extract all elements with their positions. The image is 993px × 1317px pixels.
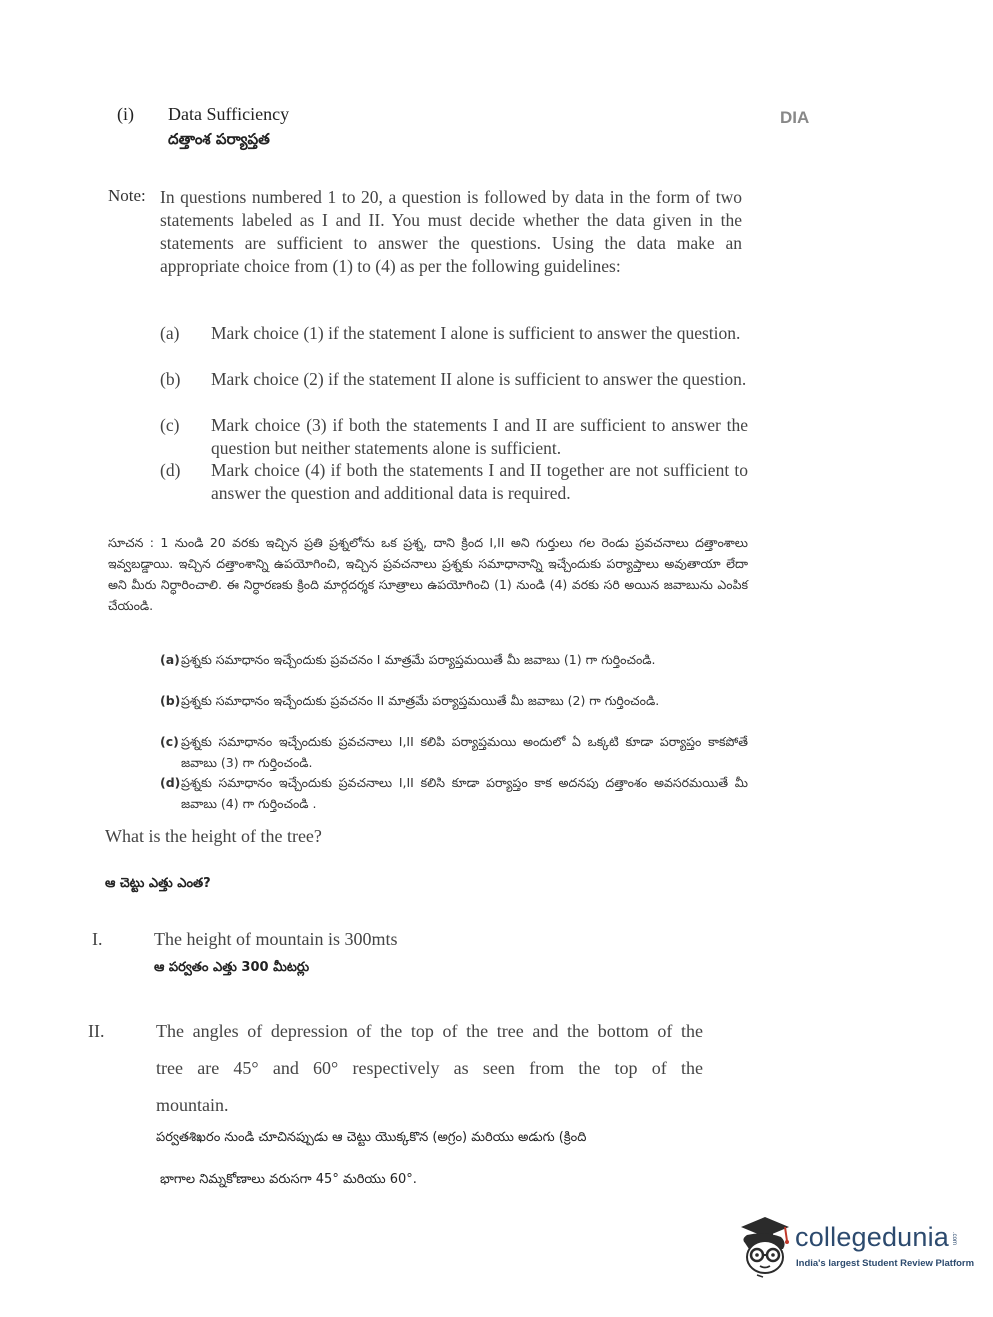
- guideline-text: Mark choice (3) if both the statements I and II are sufficient to answer the question but neither statements alone is sufficient.: [211, 415, 748, 458]
- statement-2-line-3: mountain.: [156, 1095, 229, 1115]
- statement-2-line-1: The angles of depression of the top of the tree and the bottom of the: [156, 1021, 703, 1041]
- guideline-label: (c): [160, 415, 180, 435]
- statement-1-text-telugu: ఆ పర్వతం ఎత్తు 300 మీటర్లు: [154, 960, 310, 975]
- guideline-a: [160, 322, 748, 368]
- guideline-label: (d): [160, 460, 181, 480]
- section-title-telugu: దత్తాంశ పర్యాప్తత: [168, 130, 270, 148]
- brand-suffix: .com: [951, 1232, 957, 1246]
- guideline-b: [160, 368, 748, 414]
- statement-1-label: I.: [92, 929, 103, 949]
- guideline-d: [160, 459, 748, 505]
- guideline-c: [160, 414, 748, 460]
- statement-2-line-2: tree are 45° and 60° respectively as seen from the top of the: [156, 1058, 703, 1078]
- guideline-label: (a): [160, 323, 180, 343]
- guideline-telugu-a: [160, 650, 748, 691]
- guideline-text: ప్రశ్నకు సమాధానం ఇచ్చేందుకు ప్రవచనాలు I,II కలిపి పర్యాప్తమయి అందులో ఏ ఒక్కటి కూడా పర్యాప్తం కాకపోతే జవాబు (3) గా గుర్తించండి.: [181, 734, 748, 770]
- guideline-telugu-c: [160, 732, 748, 773]
- section-number: (i): [117, 104, 134, 124]
- note-text: In questions numbered 1 to 20, a question is followed by data in the form of two statements labeled as I and II. You must decide whether the data given in the statements are sufficient to answer the questions. Using the data make an appropriate choice from (1) to (4) as per the following guidelines:: [160, 187, 742, 276]
- guideline-telugu-d: [160, 773, 748, 814]
- guideline-label: (a): [160, 652, 180, 667]
- guideline-text: Mark choice (4) if both the statements I and II together are not sufficient to answer the question and additional data is required.: [211, 460, 748, 503]
- guideline-label: (d): [160, 775, 181, 790]
- section-code: DIA: [780, 108, 810, 127]
- statement-1-text: The height of mountain is 300mts: [154, 929, 398, 949]
- guideline-label: (b): [160, 693, 181, 708]
- note-text-telugu: సూచన : 1 నుండి 20 వరకు ఇచ్చిన ప్రతి ప్రశ్నలోను ఒక ప్రశ్న, దాని క్రింద I,II అని గుర్తులు గల రెండు ప్రవచనాలు దత్తాంశాలు ఇవ్వబడ్డాయి. ఇచ్చిన దత్తాంశాన్ని ఉపయోగించి, ఇచ్చిన ప్రవచనాలు ప్రశ్నకు సమాధానాన్ని ఇచ్చేందుకు పర్యాప్తాలు అవుతాయా లేదా అని మీరు నిర్ధారించాలి. ఈ నిర్ధారణకు క్రింది మార్గదర్శక సూత్రాలు ఉపయోగించి (1) నుండి (4) వరకు సరి అయిన జవాబును ఎంపిక చేయండి.: [108, 535, 748, 613]
- statement-2-label: II.: [88, 1021, 105, 1041]
- guideline-text: ప్రశ్నకు సమాధానం ఇచ్చేందుకు ప్రవచనం II మాత్రమే పర్యాప్తమయితే మీ జవాబు (2) గా గుర్తించండి.: [181, 693, 660, 708]
- guideline-text: Mark choice (2) if the statement II alone is sufficient to answer the question.: [211, 369, 747, 389]
- guideline-telugu-b: [160, 691, 748, 732]
- guideline-text: ప్రశ్నకు సమాధానం ఇచ్చేందుకు ప్రవచనాలు I,II కలిసి కూడా పర్యాప్తం కాక అదనపు దత్తాంశం అవసరమయితే మీ జవాబు (4) గా గుర్తించండి .: [181, 775, 748, 811]
- statement-2-telugu-line-2: భాగాల నిమ్నకోణాలు వరుసగా 45° మరియు 60°.: [160, 1172, 417, 1187]
- guideline-label: (c): [160, 734, 179, 749]
- statement-2-telugu-line-1: పర్వతశిఖరం నుండి చూచినప్పుడు ఆ చెట్టు యొక్కకొన (అగ్రం) మరియు అడుగు (క్రింది: [156, 1130, 587, 1145]
- section-title: Data Sufficiency: [168, 104, 290, 124]
- guideline-label: (b): [160, 369, 181, 389]
- brand-name: collegedunia: [795, 1222, 950, 1252]
- note-label: Note:: [108, 186, 146, 205]
- brand-tagline: India's largest Student Review Platform: [796, 1258, 975, 1269]
- guideline-text: Mark choice (1) if the statement I alone is sufficient to answer the question.: [211, 323, 741, 343]
- question-text: What is the height of the tree?: [105, 826, 322, 846]
- graduate-mascot-icon: [735, 1213, 797, 1281]
- guideline-text: ప్రశ్నకు సమాధానం ఇచ్చేందుకు ప్రవచనం I మాత్రమే పర్యాప్తమయితే మీ జవాబు (1) గా గుర్తించండి.: [181, 652, 656, 667]
- question-text-telugu: ఆ చెట్టు ఎత్తు ఎంత?: [105, 876, 211, 891]
